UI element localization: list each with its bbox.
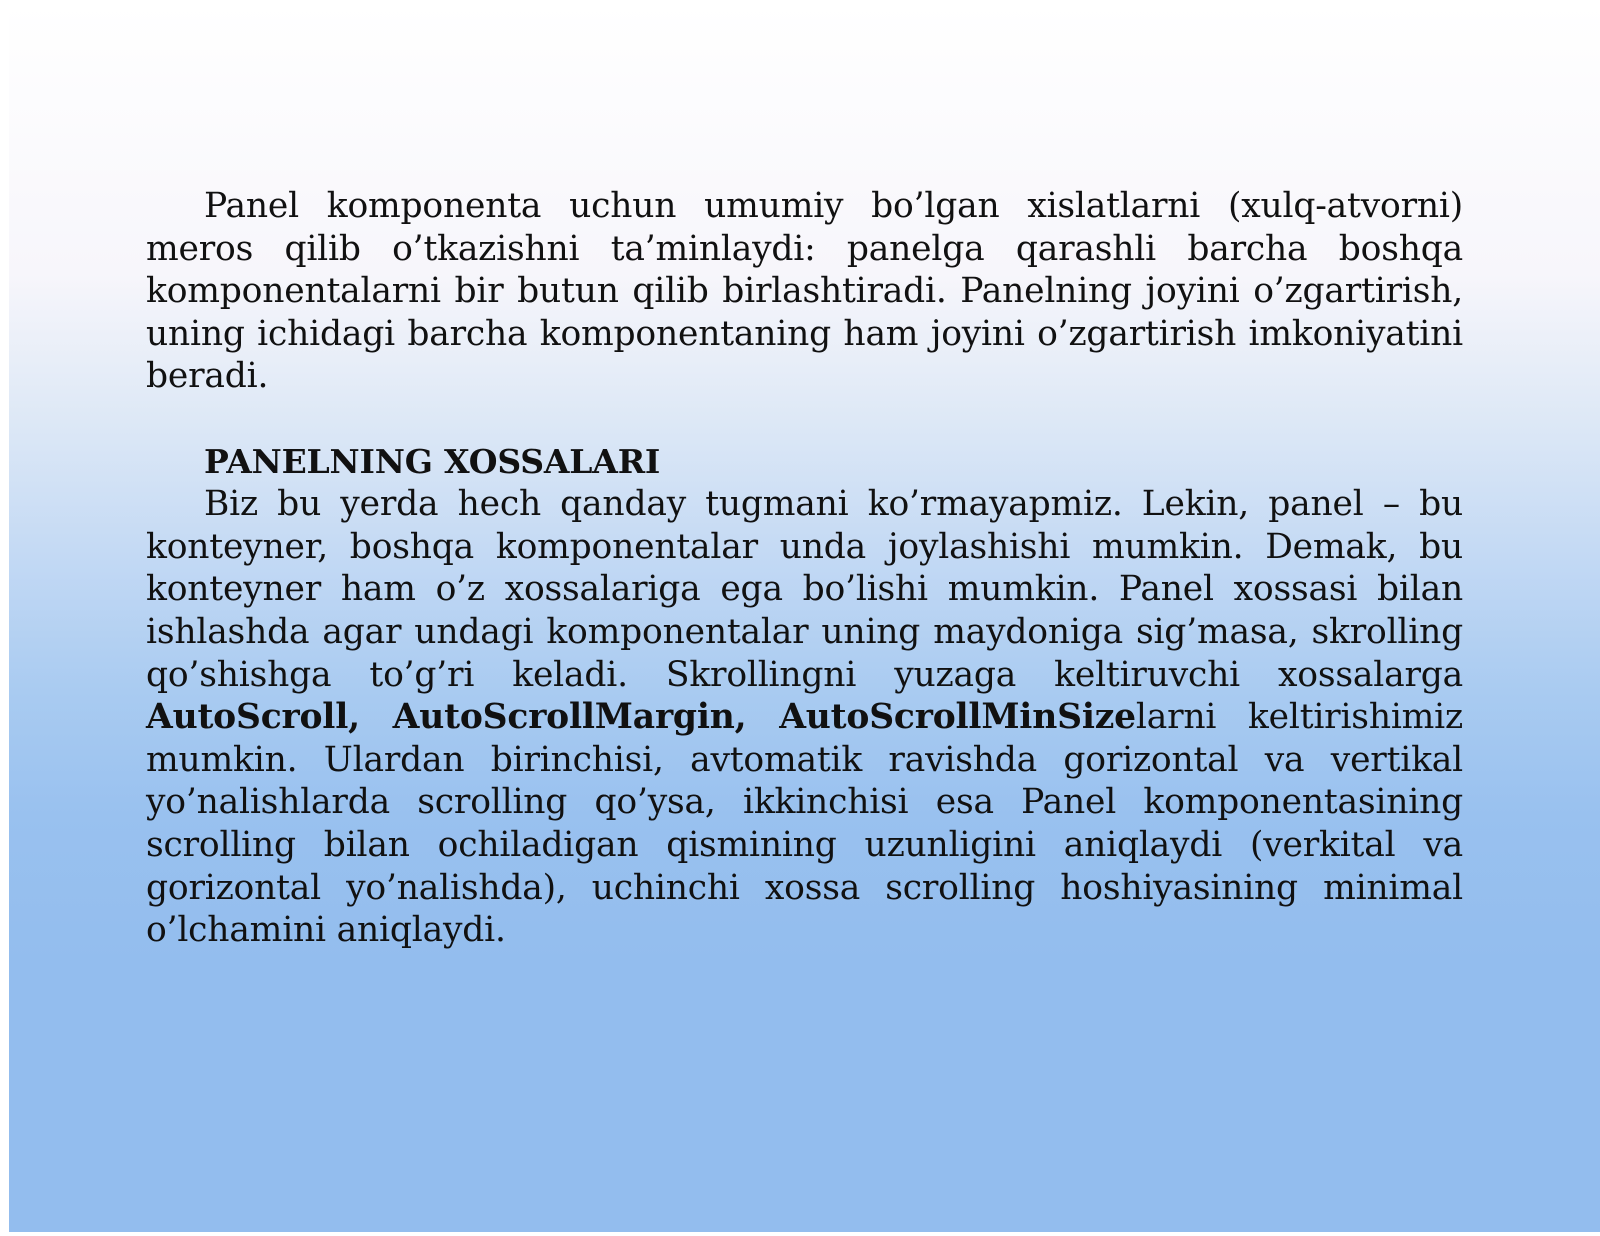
slide-content — [146, 185, 1463, 952]
slide-background — [9, 4, 1600, 1232]
intro-paragraph: Panel komponenta uchun umumiy bo’lgan xislatlarni (xulq-atvorni) meros qilib o’tkazishni ta’minlaydi: panelga qarashli barcha boshqa komponentalarni bir butun qilib birlashtiradi. Panelning joyini o’zgartirish, uning ichidagi barcha komponentaning ham joyini o’zgartirish imkoniyatini beradi. — [146, 186, 1463, 397]
properties-text-end: larni keltirishimiz mumkin. Ulardan birinchisi, avtomatik ravishda gorizontal va vertikal yo’nalishlarda scrolling qo’ysa, ikkinchisi esa Panel komponentasining scrolling bilan ochiladigan qismining uzunligini aniqlaydi (verkital va gorizontal yo’nalishda), uchinchi xossa scrolling hoshiyasining minimal o’lchamini aniqlaydi. — [146, 697, 1463, 951]
property-names: AutoScroll, AutoScrollMargin, AutoScrollMinSize — [146, 697, 1136, 738]
paragraph-spacer — [146, 398, 1463, 441]
properties-paragraph — [146, 483, 1463, 952]
section-heading: PANELNING XOSSALARI — [204, 441, 661, 481]
properties-text-start: Biz bu yerda hech qanday tugmani ko’rmayapmiz. Lekin, panel – bu konteyner, boshqa komponentalar unda joylashishi mumkin. Demak, bu konteyner ham o’z xossalariga ega bo’lishi mumkin. Panel xossasi bilan ishlashda agar undagi komponentalar uning maydoniga sig’masa, skrolling qo’shishga to’g’ri keladi. Skrollingni yuzaga keltiruvchi xossalarga — [146, 484, 1463, 695]
